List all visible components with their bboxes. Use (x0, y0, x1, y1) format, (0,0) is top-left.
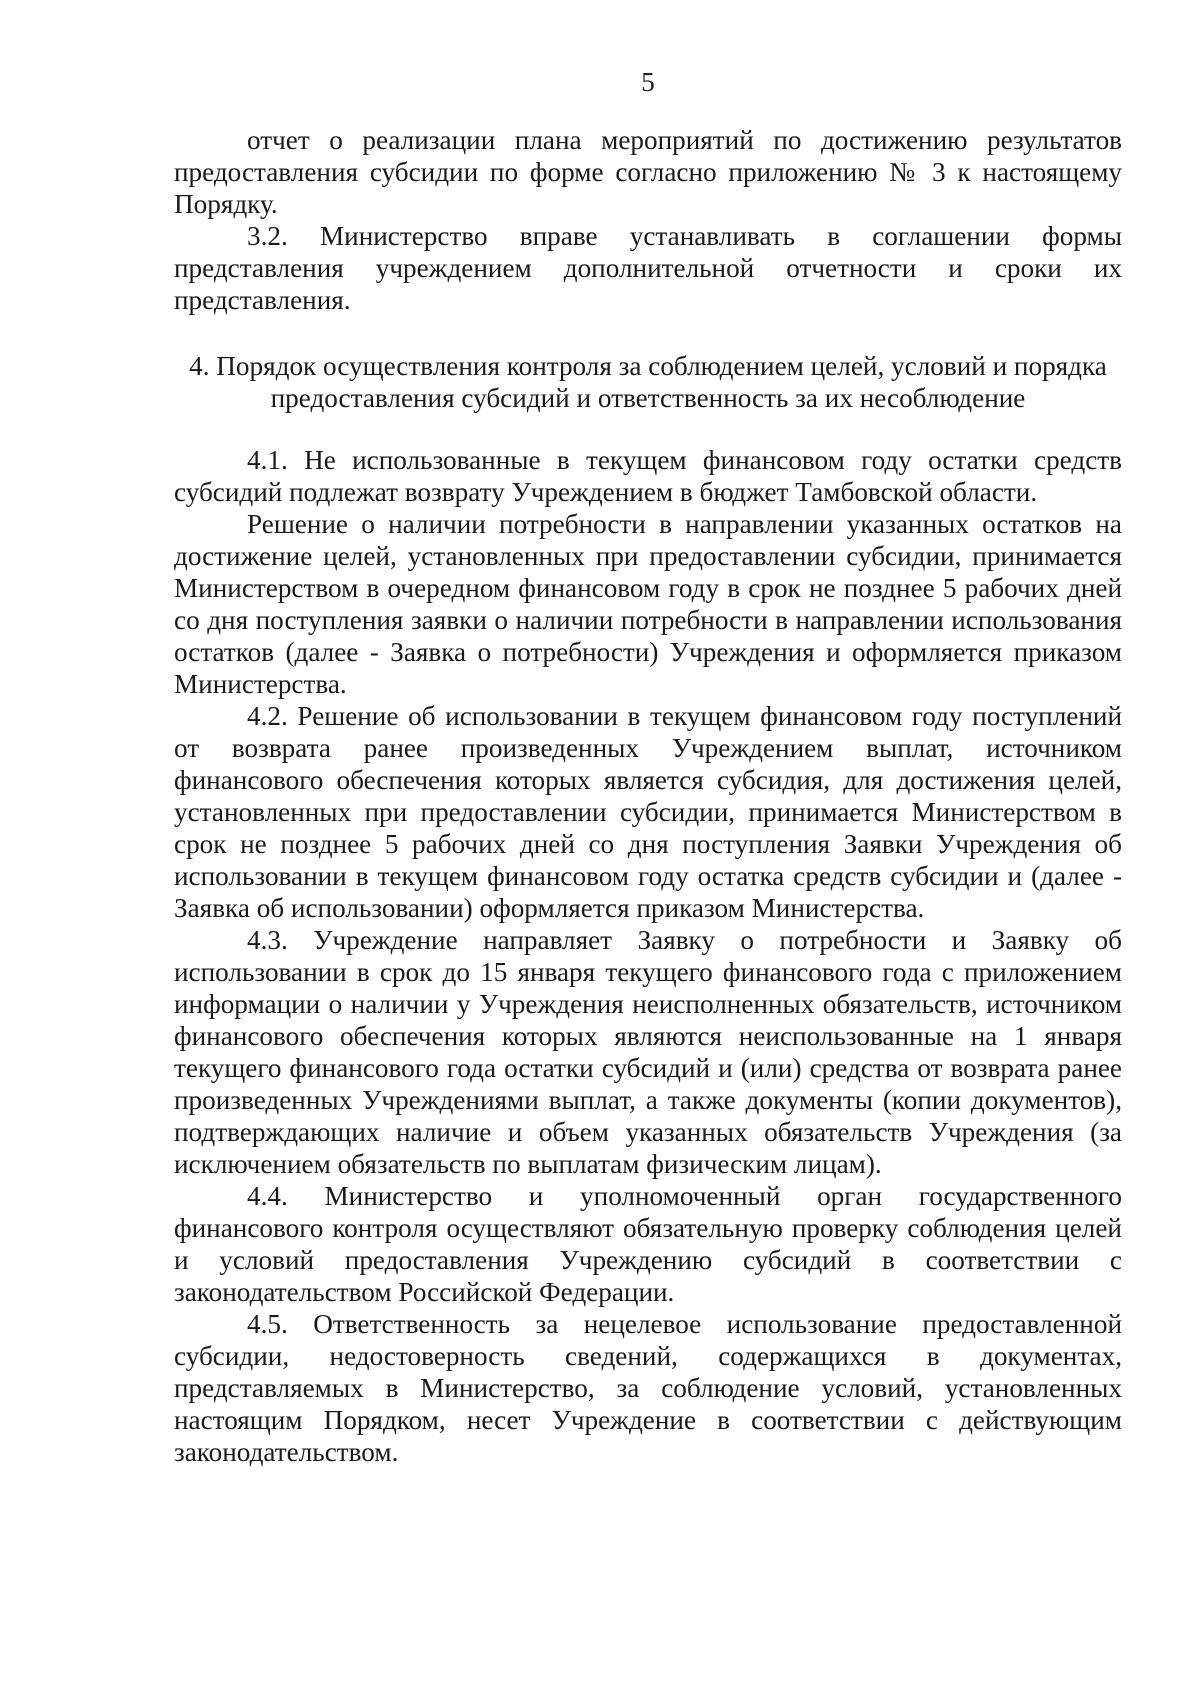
paragraph-report-form: отчет о реализации плана мероприятий по достижению результатов предоставления субсидии по форме согласно приложению № 3 к настоящему Порядку. (174, 125, 1122, 219)
document-page (174, 0, 1122, 1697)
paragraph-decision: Решение о наличии потребности в направлении указанных остатков на достижение целей, установленных при предоставлении субсидии, принимается Министерством в очередном финансовом году в срок не позднее 5 рабочих дней со дня поступления заявки о наличии потребности в направлении использования остатков (далее - Заявка о потребности) Учреждения и оформляется приказом Министерства. (174, 509, 1122, 699)
spacer (174, 414, 1122, 444)
paragraph-4-4: 4.4. Министерство и уполномоченный орган государственного финансового контроля осуществляют обязательную проверку соблюдения целей и условий предоставления Учреждению субсидий в соответствии с законодательством Российской Федерации. (174, 1181, 1122, 1307)
spacer (174, 316, 1122, 350)
paragraph-4-5: 4.5. Ответственность за нецелевое использование предоставленной субсидии, недостоверность сведений, содержащихся в документах, представляемых в Министерство, за соблюдение условий, установленных настоящим Порядком, несет Учреждение в соответствии с действующим законодательством. (174, 1309, 1122, 1467)
paragraph-4-2: 4.2. Решение об использовании в текущем финансовом году поступлений от возврата ранее произведенных Учреждением выплат, источником финансового обеспечения которых является субсидия, для достижения целей, установленных при предоставлении субсидии, принимается Министерством в срок не позднее 5 рабочих дней со дня поступления Заявки Учреждения об использовании в текущем финансовом году остатка средств субсидии и (далее - Заявка об использовании) оформляется приказом Министерства. (174, 701, 1122, 923)
document-body (174, 124, 1122, 1468)
paragraph-4-1: 4.1. Не использованные в текущем финансовом году остатки средств субсидий подлежат возврату Учреждением в бюджет Тамбовской области. (174, 445, 1122, 507)
page-number: 5 (641, 67, 655, 97)
paragraph-3-2: 3.2. Министерство вправе устанавливать в соглашении формы представления учреждением дополнительной отчетности и сроки их представления. (174, 221, 1122, 315)
section-heading: 4. Порядок осуществления контроля за соблюдением целей, условий и порядка предоставления субсидий и ответственность за их несоблюдение (189, 351, 1107, 413)
paragraph-4-3: 4.3. Учреждение направляет Заявку о потребности и Заявку об использовании в срок до 15 января текущего финансового года с приложением информации о наличии у Учреждения неисполненных обязательств, источником финансового обеспечения которых являются неиспользованные на 1 января текущего финансового года остатки субсидий и (или) средства от возврата ранее произведенных Учреждениями выплат, а также документы (копии документов), подтверждающих наличие и объем указанных обязательств Учреждения (за исключением обязательств по выплатам физическим лицам). (174, 925, 1122, 1179)
